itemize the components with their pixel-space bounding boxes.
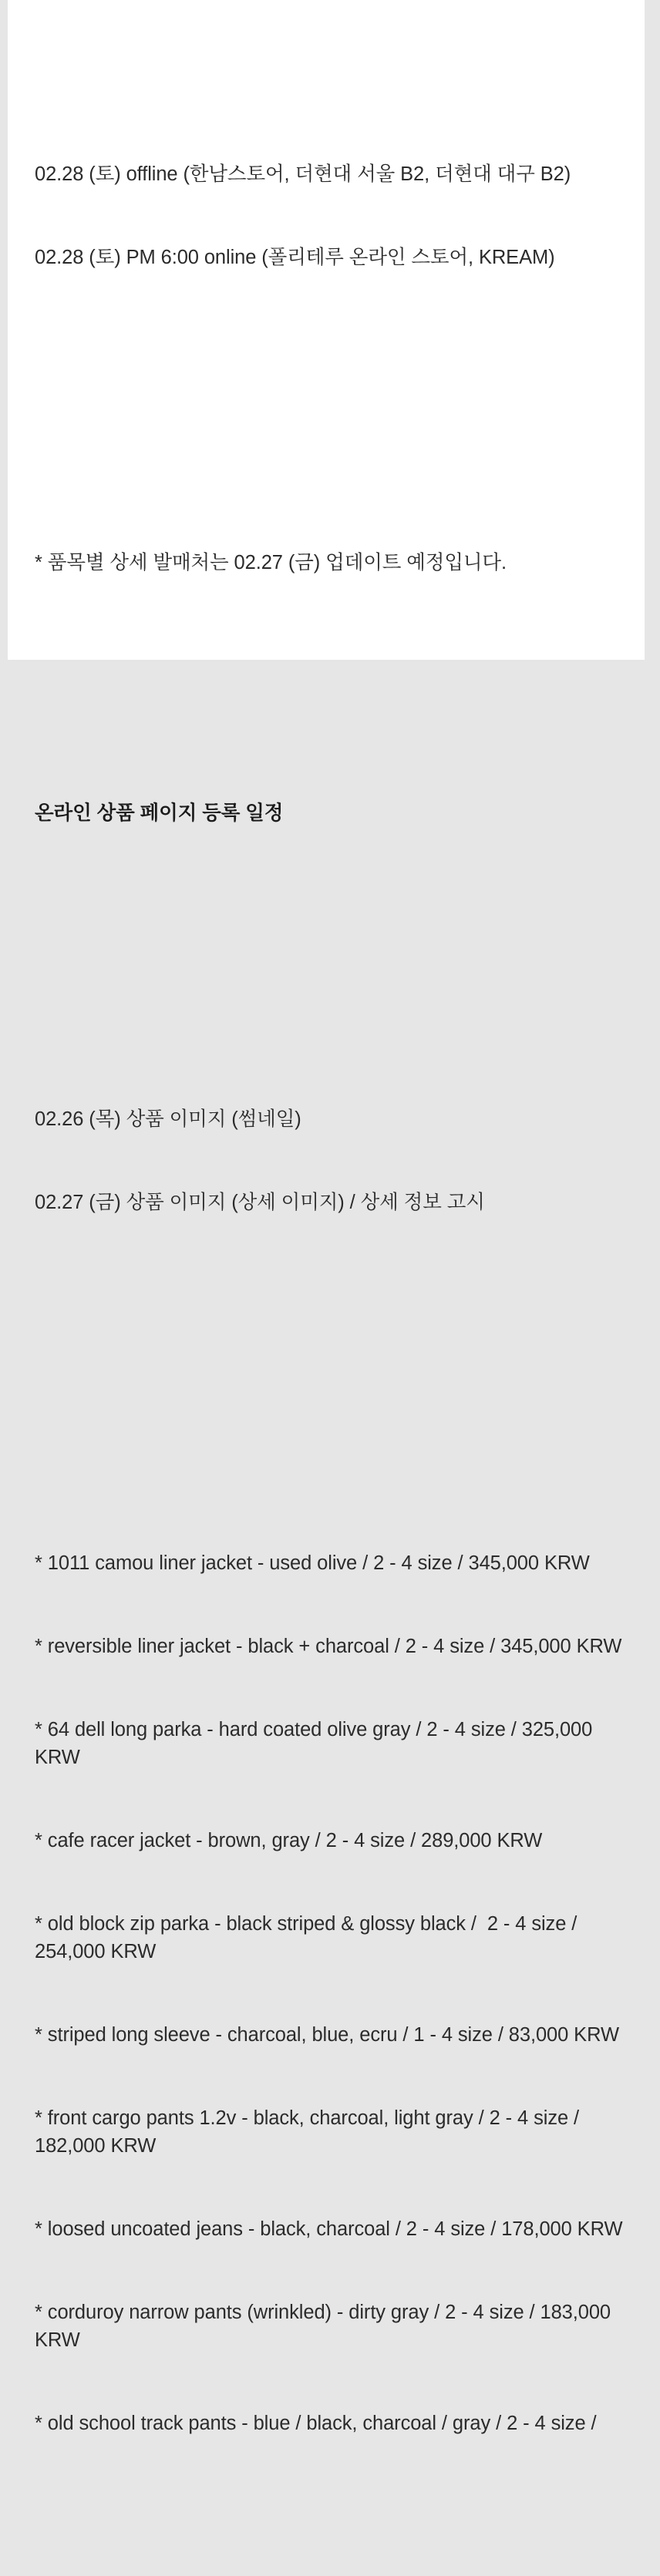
product-list — [35, 1494, 638, 2493]
registration-schedule-line-thumbnail: 02.26 (목) 상품 이미지 (썸네일) — [35, 1108, 301, 1130]
content-sheet — [8, 0, 645, 2434]
release-schedule-block — [35, 105, 638, 327]
product-list-item: * 1011 camou liner jacket - used olive / 2 - 4 size / 345,000 KRW — [35, 1552, 590, 1574]
spacer-before-heading — [35, 660, 638, 688]
release-schedule-line-offline: 02.28 (토) offline (한남스토어, 더현대 서울 B2, 더현대 대구 B2) — [35, 163, 571, 185]
left-gutter — [0, 0, 8, 660]
product-list-item: * striped long sleeve - charcoal, blue, ecru / 1 - 4 size / 83,000 KRW — [35, 2024, 619, 2046]
document-body — [35, 0, 638, 2576]
product-list-item: * corduroy narrow pants (wrinkled) - dirty gray / 2 - 4 size / 183,000 KRW — [35, 2302, 616, 2351]
right-gutter — [645, 0, 660, 660]
spacer-before-product-list — [35, 1355, 638, 1383]
registration-schedule-block — [35, 1050, 638, 1272]
product-list-item: * cafe racer jacket - brown, gray / 2 - 4 size / 289,000 KRW — [35, 1830, 543, 1851]
spacer-after-release-schedule — [35, 410, 638, 438]
product-list-item: * loosed uncoated jeans - black, charcoal / 2 - 4 size / 178,000 KRW — [35, 2218, 623, 2240]
release-schedule-line-online: 02.28 (토) PM 6:00 online (폴리테루 온라인 스토어, KREAM) — [35, 247, 555, 268]
product-list-item: * 64 dell long parka - hard coated olive gray / 2 - 4 size / 325,000 KRW — [35, 1719, 598, 1768]
section-heading: 온라인 상품 페이지 등록 일정 — [35, 802, 284, 824]
registration-schedule-line-detail: 02.27 (금) 상품 이미지 (상세 이미지) / 상세 정보 고시 — [35, 1192, 485, 1213]
spacer-after-heading — [35, 910, 638, 939]
product-list-item: * front cargo pants 1.2v - black, charcoal, light gray / 2 - 4 size / 182,000 KRW — [35, 2107, 585, 2157]
product-list-item: * reversible liner jacket - black + charcoal / 2 - 4 size / 345,000 KRW — [35, 1636, 622, 1657]
release-note: * 품목별 상세 발매처는 02.27 (금) 업데이트 예정입니다. — [35, 552, 507, 573]
product-list-item: * old block zip parka - black striped & glossy black / 2 - 4 size / 254,000 KRW — [35, 1913, 583, 1962]
product-list-item: * old school track pants - blue / black, charcoal / gray / 2 - 4 size / — [35, 2413, 597, 2434]
